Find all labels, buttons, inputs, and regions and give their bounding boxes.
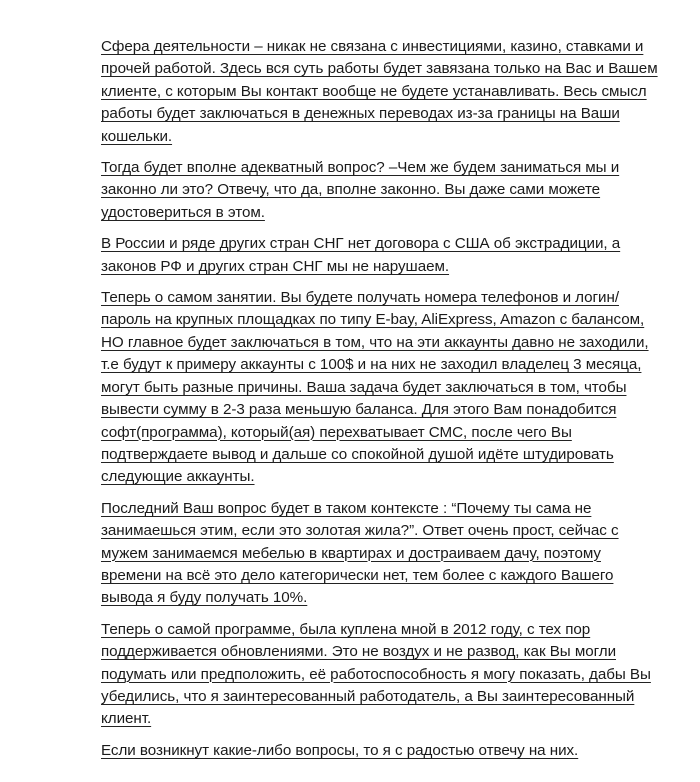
- paragraph-business-scope: [101, 36, 661, 148]
- paragraph-legality-question: [101, 157, 661, 224]
- paragraph-text: Сфера деятельности – никак не связана с инвестициями, казино, ставками и прочей работой. Здесь вся суть работы будет завязана только на Вас и Вашем клиенте, с которым Вы контакт вообще не будете устанавливать. Весь смысл работы будет заключаться в денежных переводах из-за границы на Ваши кошельки.: [101, 38, 658, 145]
- paragraph-extradition: [101, 233, 661, 278]
- paragraph-job-description: [101, 287, 661, 489]
- paragraph-text: Тогда будет вполне адекватный вопрос? –Чем же будем заниматься мы и законно ли это? Отвечу, что да, вполне законно. Вы даже сами можете удостовериться в этом.: [101, 159, 620, 221]
- paragraph-last-question: [101, 498, 661, 610]
- paragraph-text: Последний Ваш вопрос будет в таком контексте : “Почему ты сама не занимаешься этим, если это золотая жила?”. Ответ очень прост, сейчас с мужем занимаемся мебелью в квартирах и достраиваем дачу, поэтому времени на всё это дело категорически нет, тем более с каждого Вашего вывода я буду получать 10%.: [101, 499, 619, 607]
- document-body: [101, 36, 661, 771]
- paragraph-closing: [101, 740, 661, 762]
- paragraph-program: [101, 619, 661, 731]
- paragraph-text: Теперь о самом занятии. Вы будете получать номера телефонов и логин/пароль на крупных площадках по типу E-bay, AliExpress, Amazon с балансом, НО главное будет заключаться в том, что на эти аккаунты давно не заходили, т.е будут к примеру аккаунты с 100$ и на них не заходил владелец 3 месяца, могут быть разные причины. Ваша задача будет заключаться в том, чтобы вывести сумму в 2-3 раза меньшую баланса. Для этого Вам понадобится софт(программа), который(ая) перехватывает СМС, после чего Вы подтверждаете вывод и дальше со спокойной душой идёте штудировать следующие аккаунты.: [101, 289, 649, 486]
- paragraph-text: В России и ряде других стран СНГ нет договора с США об экстрадиции, а законов РФ и других стран СНГ мы не нарушаем.: [101, 235, 621, 275]
- paragraph-text: Если возникнут какие-либо вопросы, то я с радостью отвечу на них.: [101, 741, 579, 759]
- paragraph-text: Теперь о самой программе, была куплена мной в 2012 году, с тех пор поддерживается обновлениями. Это не воздух и не развод, как Вы могли подумать или предположить, её работоспособность я могу показать, дабы Вы убедились, что я заинтересованный работодатель, а Вы заинтересованный клиент.: [101, 620, 651, 728]
